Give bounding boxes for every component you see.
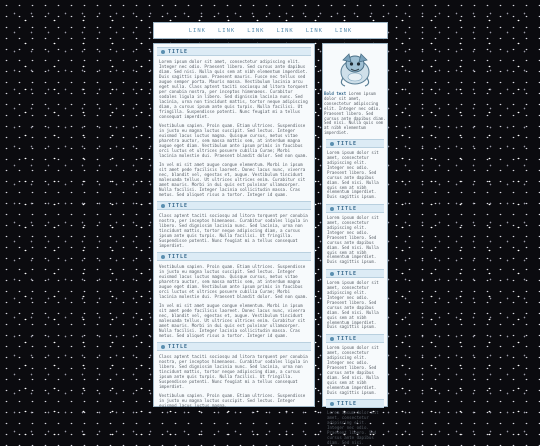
sidebar-intro [324, 92, 386, 136]
sidebar-title-bar [326, 204, 384, 213]
section-title: TITLE [168, 48, 189, 55]
section-paragraph: Class aptent taciti sociosqu ad litora torquent per conubia nostra, per inceptos himenaeos. Curabitur sodales ligula in libero. Sed dignissim lacinia nunc. Sed lacinia, urna non tincidunt mattis, tortor neque adipiscing diam, a cursus ipsum ante quis turpis. Nulla facilisi. Ut fringilla. Suspendisse potenti. Nunc feugiat mi a tellus consequat imperdiet. [159, 354, 308, 389]
section-paragraph: In vel mi sit amet augue congue elementum. Morbi in ipsum sit amet pede facilisis laoreet. Donec lacus nunc, viverra nec, blandit vel, egestas et, augue. Vestibulum tincidunt malesuada tellus. Ut ultrices ultrices enim. Curabitur sit amet mauris. Morbi in dui quis est pulvinar ullamcorper. Nulla facilisi. Integer lacinia sollicitudin massa. Cras metus. Sed aliquet risus a tortor. Integer id quam. [159, 162, 306, 197]
content-section [157, 252, 311, 338]
section-title-bar [157, 47, 311, 56]
section-title: TITLE [168, 202, 189, 209]
nav-link-3[interactable]: LINK [247, 27, 265, 34]
section-paragraph: Vestibulum sapien. Proin quam. Etiam ultrices. Suspendisse in justo eu magna luctus suscipit. Sed lectus. Integer euismod lacus luctus magna. Quisque cursus, metus vitae pharetra auctor, sem massa mattis sem, at interdum magna augue eget diam. Vestibulum ante ipsum primis in faucibus orci luctus et ultrices posuere cubilia Curae; Morbi lacinia molestie dui. Praesent blandit dolor. Sed non quam. [159, 123, 308, 158]
bullet-icon [161, 204, 165, 208]
sidebar-title: TITLE [337, 140, 358, 147]
sidebar-title: TITLE [337, 270, 358, 277]
sidebar-section [326, 139, 384, 200]
sidebar-title-bar [326, 269, 384, 278]
sidebar-intro-bold: Bold text [324, 91, 347, 96]
nav-link-1[interactable]: LINK [188, 27, 206, 34]
sidebar-title-bar [326, 139, 384, 148]
nav-link-2[interactable]: LINK [218, 27, 236, 34]
main-content [153, 43, 315, 407]
section-paragraph: Vestibulum sapien. Proin quam. Etiam ultrices. Suspendisse in justo eu magna luctus suscipit. Sed lectus. Integer euismod lacus luctus magna. Quisque cursus, metus vitae pharetra auctor, sem massa mattis sem, at interdum magna augue eget diam. Vestibulum ante ipsum primis in faucibus orci luctus et ultrices posuere cubilia Curae; Morbi lacinia molestie dui. Praesent blandit dolor. Sed non quam. [159, 264, 308, 299]
nav-link-4[interactable]: LINK [276, 27, 294, 34]
sidebar-paragraph: Lorem ipsum dolor sit amet, consectetur adipiscing elit. Integer nec odio. Praesent libero. Sed cursus ante dapibus diam. Sed nisi. Nulla quis sem at nibh elementum imperdiet. Duis sagittis ipsum. [327, 215, 379, 265]
section-paragraph: In vel mi sit amet augue congue elementum. Morbi in ipsum sit amet pede facilisis laoreet. Donec lacus nunc, viverra nec, blandit vel, egestas et, augue. Vestibulum tincidunt malesuada tellus. Ut ultrices ultrices enim. Curabitur sit amet mauris. Morbi in dui quis est pulvinar ullamcorper. Nulla facilisi. Integer lacinia sollicitudin massa. Cras metus. Sed aliquet risus a tortor. Integer id quam. [159, 303, 306, 338]
section-paragraph: Lorem ipsum dolor sit amet, consectetur adipiscing elit. Integer nec odio. Praesent libero. Sed cursus ante dapibus diam. Sed nisi. Nulla quis sem at nibh elementum imperdiet. Duis sagittis ipsum. Praesent mauris. Fusce nec tellus sed augue semper porta. Mauris massa. Vestibulum lacinia arcu eget nulla. Class aptent taciti sociosqu ad litora torquent per conubia nostra, per inceptos himenaeos. Curabitur sodales ligula in libero. Sed dignissim lacinia nunc. Sed lacinia, urna non tincidunt mattis, tortor neque adipiscing diam, a cursus ipsum ante quis turpis. Nulla facilisi. Ut fringilla. Suspendisse potenti. Nunc feugiat mi a tellus consequat imperdiet. [159, 59, 308, 119]
bullet-icon [330, 337, 334, 341]
sidebar-section [326, 334, 384, 395]
section-title-bar [157, 201, 311, 210]
section-title: TITLE [168, 343, 189, 350]
sidebar [322, 43, 388, 445]
sidebar-title: TITLE [337, 335, 358, 342]
top-nav [153, 22, 388, 39]
sidebar-paragraph: Lorem ipsum dolor sit amet, consectetur adipiscing elit. Integer nec odio. Praesent libero. Sed cursus ante dapibus diam. Sed nisi. Nulla quis sem at nibh elementum imperdiet. Duis sagittis ipsum. [327, 345, 379, 395]
nav-link-6[interactable]: LINK [335, 27, 353, 34]
sidebar-section [326, 269, 384, 330]
sidebar-intro-text: Lorem ipsum dolor sit amet, consectetur adipiscing elit. Integer nec odio. Praesent libero. Sed cursus ante dapibus diam. Sed nisi. Nulla quis sem at nibh elementum imperdiet. [324, 91, 386, 136]
sidebar-section [326, 399, 384, 445]
nav-link-5[interactable]: LINK [305, 27, 323, 34]
sidebar-section [326, 204, 384, 265]
sidebar-paragraph: Lorem ipsum dolor sit amet, consectetur adipiscing elit. Integer nec odio. Praesent libero. Sed cursus ante dapibus diam. Sed nisi. Nulla quis sem at nibh elementum imperdiet. Duis sagittis ipsum. [327, 150, 379, 200]
sidebar-title: TITLE [337, 400, 358, 407]
section-paragraph: Vestibulum sapien. Proin quam. Etiam ultrices. Suspendisse in justo eu magna luctus suscipit. Sed lectus. Integer euismod lacus luctus magna. [159, 393, 306, 408]
section-title-bar [157, 342, 311, 351]
sidebar-title-bar [326, 334, 384, 343]
bullet-icon [330, 272, 334, 276]
content-section [157, 342, 311, 408]
section-title-bar [157, 252, 311, 261]
section-title: TITLE [168, 253, 189, 260]
pokemon-mascot-icon [335, 50, 375, 90]
bullet-icon [330, 142, 334, 146]
sidebar-paragraph: Lorem ipsum dolor sit amet, consectetur adipiscing elit. Integer nec odio. Praesent libero. Sed cursus ante dapibus diam. Sed nisi. Nulla quis sem at nibh elementum imperdiet. Duis sagittis ipsum. [327, 280, 379, 330]
section-paragraph: Class aptent taciti sociosqu ad litora torquent per conubia nostra, per inceptos himenaeos. Curabitur sodales ligula in libero. Sed dignissim lacinia nunc. Sed lacinia, urna non tincidunt mattis, tortor neque adipiscing diam, a cursus ipsum ante quis turpis. Nulla facilisi. Ut fringilla. Suspendisse potenti. Nunc feugiat mi a tellus consequat imperdiet. [159, 213, 308, 248]
sidebar-title: TITLE [337, 205, 358, 212]
bullet-icon [330, 402, 334, 406]
sidebar-paragraph: Lorem ipsum dolor sit amet, consectetur adipiscing elit. Integer nec odio. Praesent libero. Sed cursus ante dapibus diam. Sed nisi. [327, 410, 379, 445]
bullet-icon [161, 345, 165, 349]
content-section [157, 47, 311, 197]
content-section [157, 201, 311, 248]
bullet-icon [161, 255, 165, 259]
bullet-icon [161, 50, 165, 54]
bullet-icon [330, 207, 334, 211]
sidebar-title-bar [326, 399, 384, 408]
